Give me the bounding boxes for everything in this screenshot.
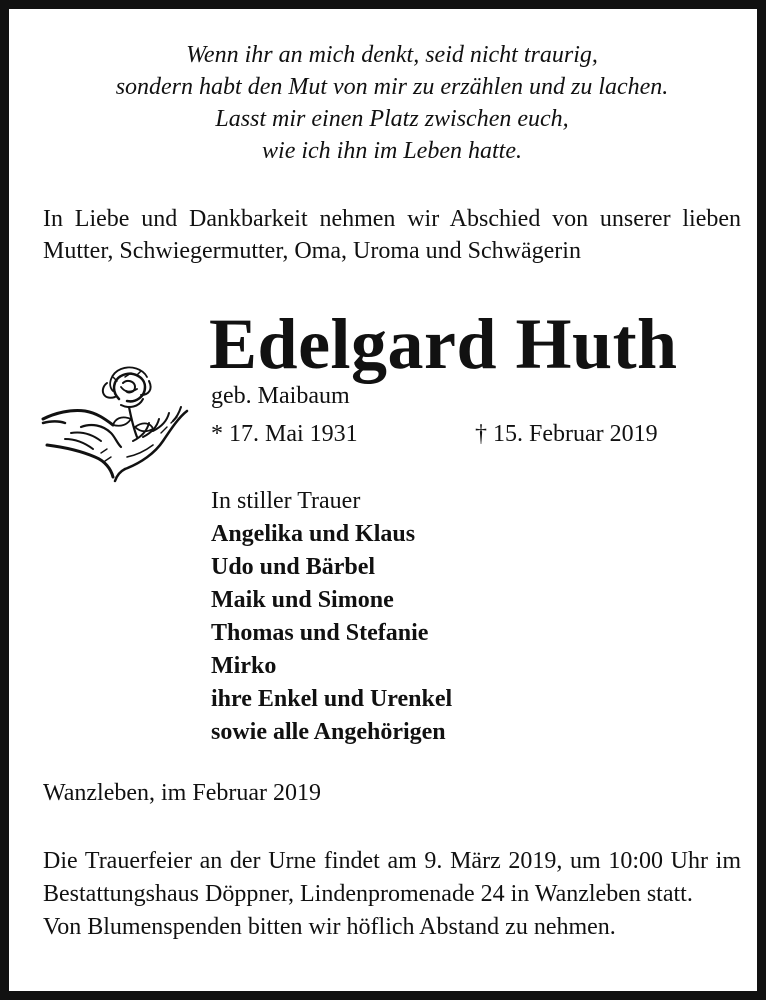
death-date: † 15. Februar 2019 [475, 421, 658, 447]
mourner-name: Angelika und Klaus [211, 521, 416, 547]
ceremony-text: Die Trauerfeier an der Urne findet am 9. März 2019, um 10:00 Uhr im Bestattungshaus Döppner, Lindenpromenade 24 in Wanzleben statt. [43, 848, 741, 907]
mourner-name: Thomas und Stefanie [211, 620, 429, 646]
mourners-list [211, 485, 452, 749]
poem-line: wie ich ihn im Leben hatte. [262, 138, 522, 164]
mourner-name: sowie alle Angehörigen [211, 719, 446, 745]
place-date: Wanzleben, im Februar 2019 [43, 780, 321, 806]
flowers-note: Von Blumenspenden bitten wir höflich Abstand zu nehmen. [43, 914, 616, 940]
deceased-name: Edelgard Huth [209, 304, 678, 384]
intro-text: In Liebe und Dankbarkeit nehmen wir Abschied von unserer lieben Mutter, Schwiegermutter, Oma, Uroma und Schwägerin [43, 206, 741, 264]
ceremony-info [43, 845, 741, 944]
mourner-name: Maik und Simone [211, 587, 394, 613]
mourner-name: Udo und Bärbel [211, 554, 376, 580]
poem-line: Lasst mir einen Platz zwischen euch, [215, 106, 569, 132]
poem-line: Wenn ihr an mich denkt, seid nicht traurig, [186, 42, 598, 68]
rose-in-hands-icon [41, 361, 191, 486]
poem [9, 39, 766, 167]
poem-line: sondern habt den Mut von mir zu erzählen und zu lachen. [115, 74, 669, 100]
mourner-name: ihre Enkel und Urenkel [211, 686, 453, 712]
maiden-name: geb. Maibaum [211, 383, 350, 409]
birth-date: * 17. Mai 1931 [211, 421, 358, 447]
mourners-lead: In stiller Trauer [211, 488, 361, 514]
mourner-name: Mirko [211, 653, 277, 679]
